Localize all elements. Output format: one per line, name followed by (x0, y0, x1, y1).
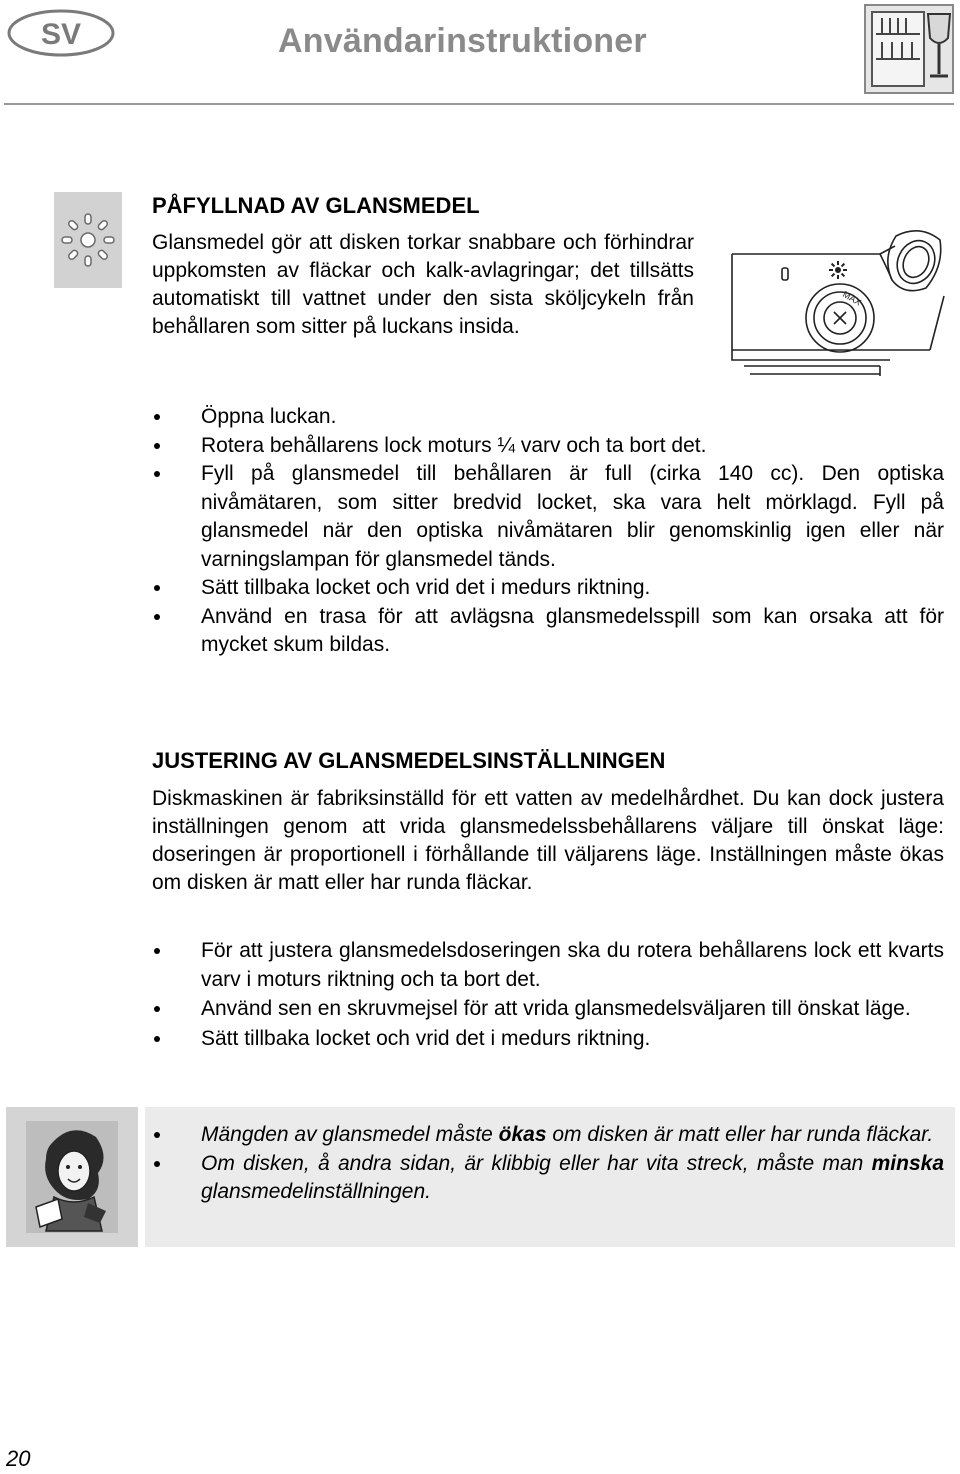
note-text: glansmedelinställningen. (201, 1180, 431, 1203)
rinse-aid-icon-box (54, 192, 122, 288)
woman-mascot-icon (6, 1107, 138, 1247)
list-item: Använd en trasa för att avlägsna glansmedelsspill som kan orsaka att för mycket skum bildas. (152, 603, 944, 660)
list-item: Använd sen en skruvmejsel för att vrida glansmedelsväljaren till önskat läge. (152, 995, 944, 1024)
note-text: Mängden av glansmedel måste (201, 1123, 499, 1146)
note-item-decrease (152, 1150, 944, 1207)
list-item: Öppna luckan. (152, 403, 944, 432)
list-item: Sätt tillbaka locket och vrid det i medurs riktning. (152, 574, 944, 603)
note-list (152, 1121, 944, 1207)
rinse-aid-sun-icon (54, 192, 122, 288)
note-text: Om disken, å andra sidan, är klibbig eller har vita streck, måste man (201, 1151, 872, 1175)
section-heading-rinse-aid-filling: PÅFYLLNAD AV GLANSMEDEL (152, 193, 480, 218)
rinse-aid-dispenser-drawing (730, 226, 946, 384)
note-emphasis: ökas (498, 1123, 547, 1146)
section-heading-rinse-aid-adjustment: JUSTERING AV GLANSMEDELSINSTÄLLNINGEN (152, 748, 666, 773)
section-intro-rinse-aid: Glansmedel gör att disken torkar snabbare och förhindrar uppkomsten av fläckar och kalk-avlagringar; det tillsätts automatiskt till vattnet under den sista sköljcykeln från behållaren som sitter på luckans insida. (152, 231, 694, 338)
list-item: Sätt tillbaka locket och vrid det i medurs riktning. (152, 1025, 944, 1054)
note-item-increase (152, 1121, 944, 1150)
language-badge-text: SV (40, 18, 82, 51)
note-emphasis: minska (871, 1151, 944, 1175)
page-number: 20 (6, 1446, 31, 1471)
adjustment-steps-list (152, 937, 944, 1054)
rinse-aid-steps-list (152, 403, 944, 660)
note-icon-panel (6, 1107, 138, 1247)
list-item: För att justera glansmedelsdoseringen ska du rotera behållarens lock ett kvarts varv i moturs riktning och ta bort det. (152, 937, 944, 994)
list-item: Fyll på glansmedel till behållaren är full (cirka 140 cc). Den optiska nivåmätaren, som sitter bredvid locket, ska vara helt mörklagd. Fyll på glansmedel när den optiska nivåmätaren blir genomskinlig igen eller när varningslampan för glansmedel tänds. (152, 460, 944, 574)
language-badge (6, 8, 116, 58)
note-text: om disken är matt eller har runda fläckar. (546, 1123, 934, 1146)
header-divider (4, 103, 954, 105)
dispenser-max-label: MAX (841, 289, 863, 308)
section-intro-adjustment: Diskmaskinen är fabriksinställd för ett vatten av medelhårdhet. Du kan dock justera inställningen genom att vrida glansmedelssbehållarens väljare till önskat läge: doseringen är proportionell i förhållande till väljarens läge. Inställningen måste ökas om disken är matt eller har runda fläckar. (152, 787, 944, 894)
page-title: Användarinstruktioner (278, 22, 647, 60)
dishwasher-glass-icon (864, 4, 954, 94)
list-item: Rotera behållarens lock moturs ¼ varv och ta bort det. (152, 432, 944, 461)
